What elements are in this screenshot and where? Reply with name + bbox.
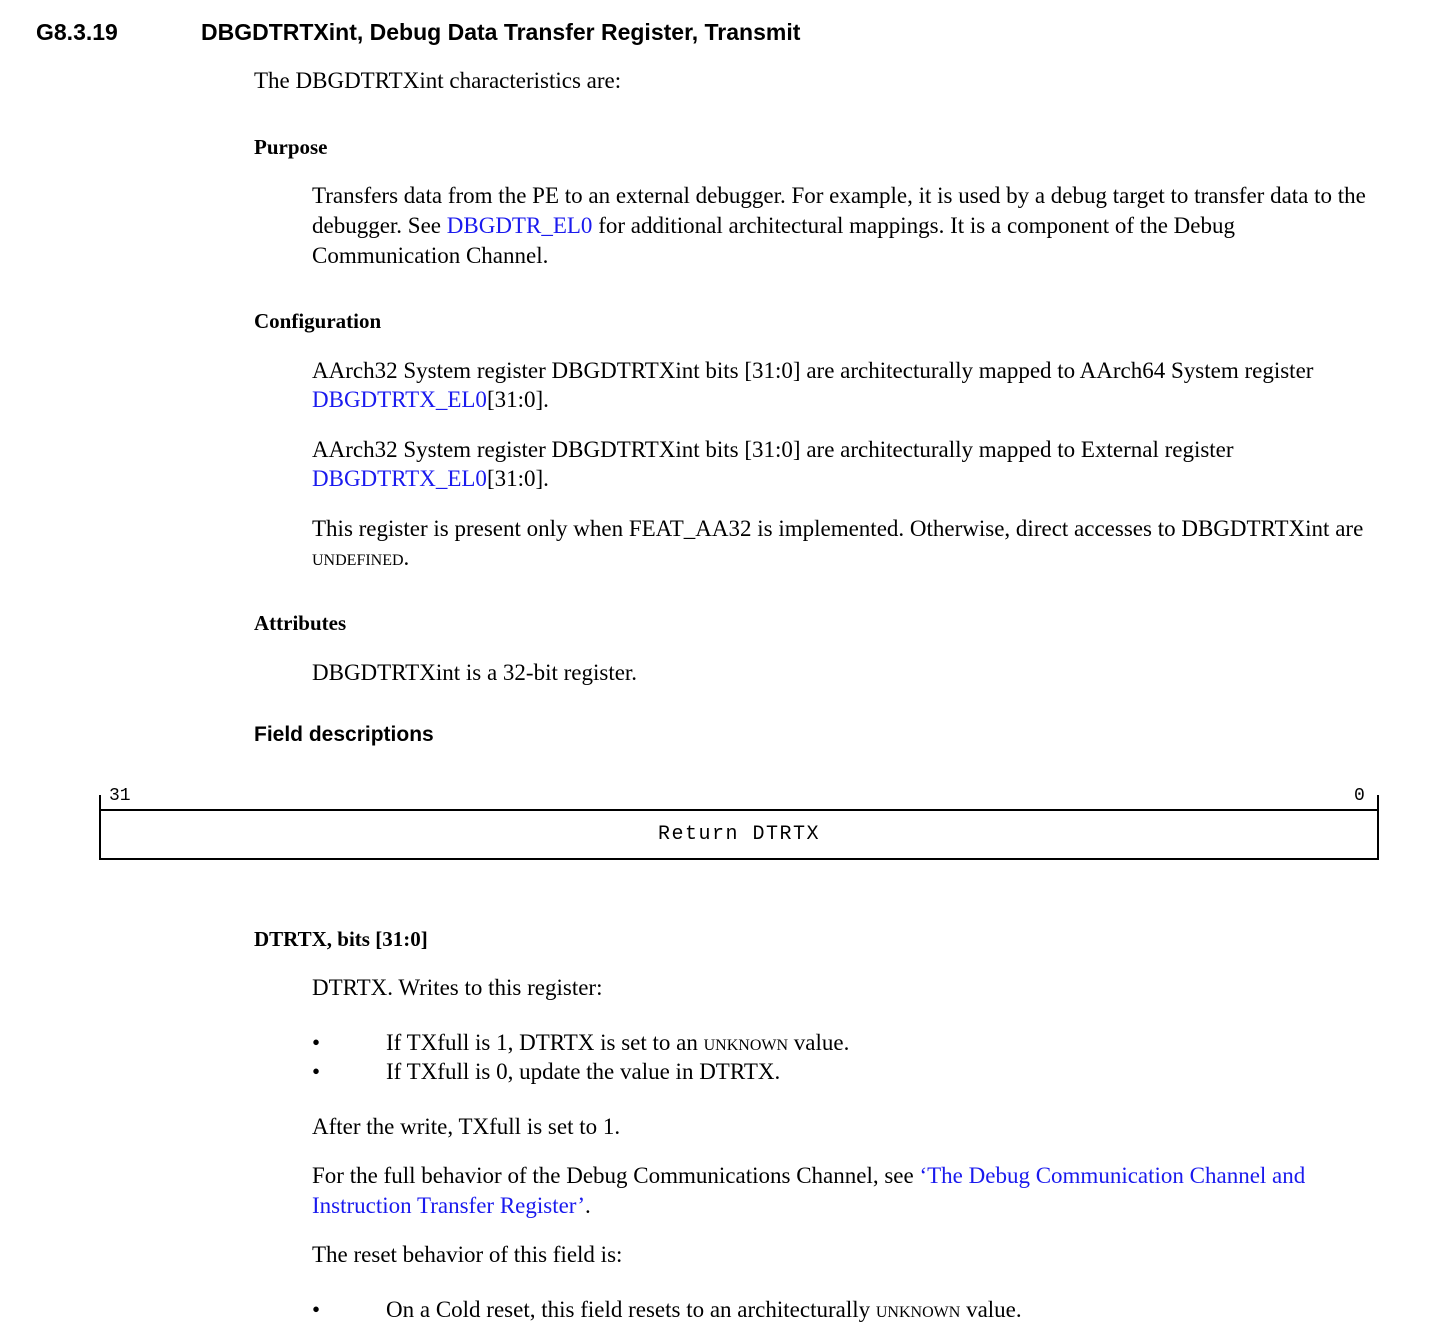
intro-text: The DBGDTRTXint characteristics are: — [254, 68, 622, 93]
config-p3-line-1: This register is present only when FEAT_AA32 is implemented. Otherwise, direct accesses to DBGDTRTXint are — [312, 516, 1364, 541]
bit-high-label: 31 — [109, 786, 131, 806]
dtrtx-intro: DTRTX. Writes to this register: — [312, 975, 603, 1000]
full-behavior-line-1 — [312, 1161, 1305, 1191]
bullet-item-1 — [386, 1028, 849, 1058]
unknown-term-2: unknown — [875, 1297, 961, 1322]
attributes-heading: Attributes — [254, 611, 347, 635]
config-p2-suffix: [31:0]. — [486, 466, 549, 491]
bullet-3-pre: On a Cold reset, this field resets to an architecturally — [386, 1297, 876, 1322]
bullet-item-2: If TXfull is 0, update the value in DTRTX. — [386, 1059, 781, 1084]
bullet-3-post: value. — [960, 1297, 1022, 1322]
config-p3-line-2 — [312, 543, 409, 573]
dbgdtrtx-el0-link-1[interactable]: DBGDTRTX_EL0 — [312, 387, 487, 412]
purpose-line-2-pre: debugger. See — [312, 213, 447, 238]
bullet-marker-2: • — [312, 1059, 321, 1084]
section-number: G8.3.19 — [36, 19, 118, 45]
config-p2-line-1: AArch32 System register DBGDTRTXint bits [31:0] are architecturally mapped to External register — [312, 437, 1234, 462]
config-p1-suffix: [31:0]. — [486, 387, 549, 412]
purpose-line-2-post: for additional architectural mappings. It is a component of the Debug — [592, 213, 1235, 238]
reset-intro-text: The reset behavior of this field is: — [312, 1242, 623, 1267]
bullet-item-3 — [386, 1295, 1022, 1325]
attributes-text: DBGDTRTXint is a 32-bit register. — [312, 660, 638, 685]
full-behavior-post: . — [584, 1193, 591, 1218]
bullet-1-post: value. — [788, 1030, 850, 1055]
dcc-itr-link-part-2[interactable]: Instruction Transfer Register’ — [312, 1193, 585, 1218]
config-p1-line-1: AArch32 System register DBGDTRTXint bits [31:0] are architecturally mapped to AArch64 System register — [312, 358, 1314, 383]
dtrtx-heading: DTRTX, bits [31:0] — [254, 927, 428, 951]
bullet-marker-1: • — [312, 1030, 321, 1055]
full-behavior-line-2 — [312, 1191, 591, 1221]
unknown-term-1: unknown — [703, 1030, 789, 1055]
undefined-term: undefined — [312, 545, 404, 570]
after-write-text: After the write, TXfull is set to 1. — [312, 1114, 621, 1139]
purpose-line-2 — [312, 211, 1235, 241]
dcc-itr-link-part-1[interactable]: ‘The Debug Communication Channel and — [919, 1163, 1306, 1188]
config-p2-line-2 — [312, 464, 549, 494]
dbgdtr-el0-link[interactable]: DBGDTR_EL0 — [446, 213, 593, 238]
bullet-marker-3: • — [312, 1297, 321, 1322]
bit-low-label: 0 — [1354, 786, 1365, 806]
section-title: DBGDTRTXint, Debug Data Transfer Register, Transmit — [201, 19, 801, 45]
dbgdtrtx-el0-link-2[interactable]: DBGDTRTX_EL0 — [312, 466, 487, 491]
purpose-line-3: Communication Channel. — [312, 243, 549, 268]
full-behavior-pre: For the full behavior of the Debug Communications Channel, see — [312, 1163, 920, 1188]
register-field-label: Return DTRTX — [657, 823, 821, 846]
purpose-heading: Purpose — [254, 135, 328, 159]
field-descriptions-heading: Field descriptions — [254, 723, 434, 746]
config-p1-line-2 — [312, 385, 549, 415]
register-field-box — [99, 809, 1379, 860]
bullet-1-pre: If TXfull is 1, DTRTX is set to an — [386, 1030, 704, 1055]
configuration-heading: Configuration — [254, 309, 382, 333]
config-p3-end: . — [403, 545, 410, 570]
purpose-line-1: Transfers data from the PE to an external debugger. For example, it is used by a debug target to transfer data to the — [312, 183, 1366, 208]
